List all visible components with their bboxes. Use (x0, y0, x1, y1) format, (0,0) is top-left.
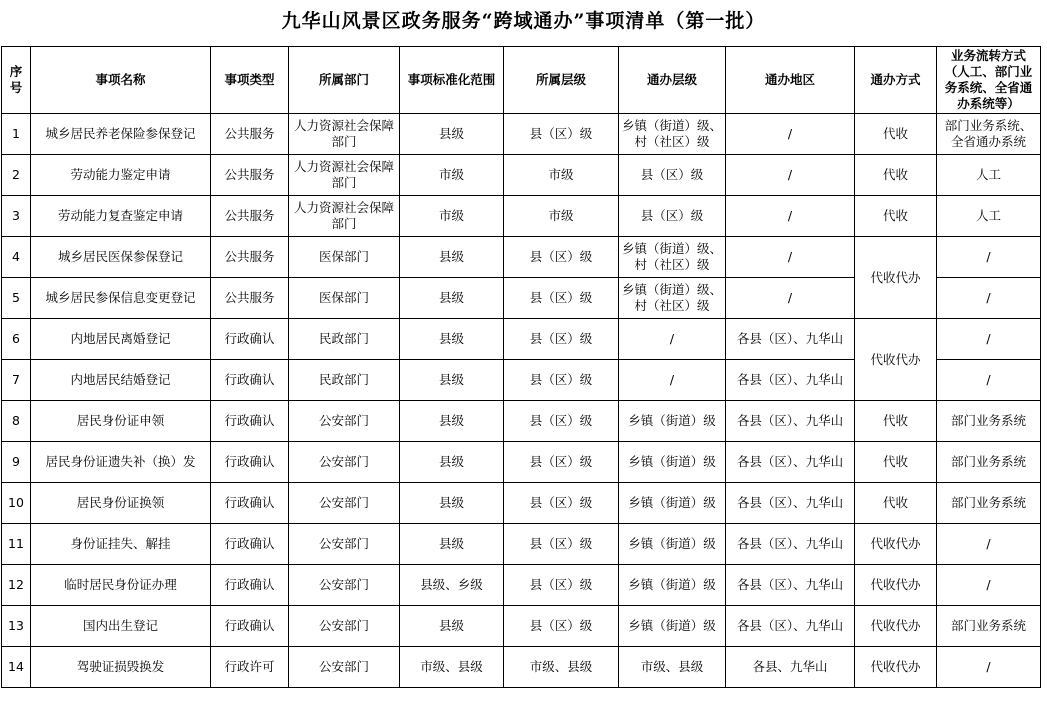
cell-dept: 人力资源社会保障部门 (289, 196, 400, 237)
cell-flow: 部门业务系统 (937, 401, 1041, 442)
header-flow: 业务流转方式（人工、部门业务系统、全省通办系统等） (937, 47, 1041, 114)
cell-dept: 公安部门 (289, 442, 400, 483)
cell-no: 3 (2, 196, 31, 237)
cell-tb-level: 乡镇（街道）级 (619, 483, 726, 524)
cell-dept: 医保部门 (289, 278, 400, 319)
cell-scope: 市级、县级 (400, 647, 504, 688)
cell-mode: 代收 (855, 483, 937, 524)
cell-name: 临时居民身份证办理 (31, 565, 211, 606)
cell-dept: 人力资源社会保障部门 (289, 114, 400, 155)
cell-flow: 部门业务系统 (937, 483, 1041, 524)
cell-area: / (726, 114, 855, 155)
cell-flow: / (937, 278, 1041, 319)
cell-type: 行政确认 (211, 483, 289, 524)
cell-scope: 县级 (400, 524, 504, 565)
cell-dept: 公安部门 (289, 565, 400, 606)
cell-scope: 县级 (400, 483, 504, 524)
cell-mode: 代收 (855, 401, 937, 442)
cell-mode: 代收 (855, 442, 937, 483)
table-row (2, 155, 1041, 196)
cell-mode: 代收 (855, 114, 937, 155)
header-tb-level: 通办层级 (619, 47, 726, 114)
cell-tb-level: 县（区）级 (619, 155, 726, 196)
cell-no: 6 (2, 319, 31, 360)
cell-mode: 代收代办 (855, 565, 937, 606)
cell-name: 劳动能力鉴定申请 (31, 155, 211, 196)
cell-scope: 县级、乡级 (400, 565, 504, 606)
header-dept: 所属部门 (289, 47, 400, 114)
cell-scope: 县级 (400, 360, 504, 401)
cell-type: 公共服务 (211, 237, 289, 278)
cell-name: 身份证挂失、解挂 (31, 524, 211, 565)
cell-tb-level: 乡镇（街道）级、村（社区）级 (619, 278, 726, 319)
cell-dept: 公安部门 (289, 524, 400, 565)
cell-scope: 市级 (400, 155, 504, 196)
cell-level: 县（区）级 (504, 319, 619, 360)
cell-dept: 医保部门 (289, 237, 400, 278)
header-scope: 事项标准化范围 (400, 47, 504, 114)
cell-tb-level: 市级、县级 (619, 647, 726, 688)
cell-flow: 部门业务系统、全省通办系统 (937, 114, 1041, 155)
cell-area: 各县（区）、九华山 (726, 319, 855, 360)
header-no: 序号 (2, 47, 31, 114)
cell-tb-level: 乡镇（街道）级、村（社区）级 (619, 237, 726, 278)
cell-dept: 人力资源社会保障部门 (289, 155, 400, 196)
items-table (1, 46, 1041, 688)
table-header-row (2, 47, 1041, 114)
cell-name: 驾驶证损毁换发 (31, 647, 211, 688)
cell-flow: / (937, 237, 1041, 278)
cell-flow: / (937, 360, 1041, 401)
cell-dept: 公安部门 (289, 647, 400, 688)
cell-tb-level: / (619, 319, 726, 360)
cell-level: 市级 (504, 196, 619, 237)
cell-area: 各县（区）、九华山 (726, 442, 855, 483)
cell-scope: 县级 (400, 319, 504, 360)
table-row (2, 114, 1041, 155)
cell-tb-level: 乡镇（街道）级 (619, 442, 726, 483)
table-row (2, 442, 1041, 483)
cell-scope: 县级 (400, 606, 504, 647)
cell-dept: 民政部门 (289, 319, 400, 360)
header-mode: 通办方式 (855, 47, 937, 114)
cell-area: 各县（区）、九华山 (726, 565, 855, 606)
cell-mode: 代收代办 (855, 647, 937, 688)
cell-name: 城乡居民参保信息变更登记 (31, 278, 211, 319)
header-type: 事项类型 (211, 47, 289, 114)
cell-tb-level: 乡镇（街道）级 (619, 565, 726, 606)
cell-level: 县（区）级 (504, 442, 619, 483)
table-row (2, 606, 1041, 647)
cell-level: 县（区）级 (504, 114, 619, 155)
cell-type: 公共服务 (211, 196, 289, 237)
cell-type: 公共服务 (211, 278, 289, 319)
cell-level: 市级、县级 (504, 647, 619, 688)
table-row (2, 401, 1041, 442)
cell-area: / (726, 155, 855, 196)
cell-area: 各县（区）、九华山 (726, 524, 855, 565)
cell-type: 行政确认 (211, 319, 289, 360)
cell-type: 行政许可 (211, 647, 289, 688)
cell-flow: 人工 (937, 196, 1041, 237)
table-row (2, 647, 1041, 688)
cell-tb-level: / (619, 360, 726, 401)
cell-area: 各县（区）、九华山 (726, 360, 855, 401)
cell-mode: 代收代办 (855, 606, 937, 647)
cell-name: 内地居民离婚登记 (31, 319, 211, 360)
cell-no: 5 (2, 278, 31, 319)
header-area: 通办地区 (726, 47, 855, 114)
cell-tb-level: 乡镇（街道）级 (619, 606, 726, 647)
cell-level: 县（区）级 (504, 278, 619, 319)
cell-level: 县（区）级 (504, 401, 619, 442)
cell-name: 劳动能力复查鉴定申请 (31, 196, 211, 237)
page-title: 九华山风景区政务服务“跨域通办”事项清单（第一批） (281, 10, 766, 32)
cell-no: 4 (2, 237, 31, 278)
cell-tb-level: 乡镇（街道）级 (619, 401, 726, 442)
cell-flow: / (937, 319, 1041, 360)
cell-no: 14 (2, 647, 31, 688)
cell-flow: 人工 (937, 155, 1041, 196)
cell-type: 行政确认 (211, 401, 289, 442)
cell-area: / (726, 196, 855, 237)
cell-name: 居民身份证换领 (31, 483, 211, 524)
cell-mode: 代收 (855, 196, 937, 237)
cell-no: 1 (2, 114, 31, 155)
cell-type: 行政确认 (211, 360, 289, 401)
table-row (2, 319, 1041, 360)
cell-scope: 县级 (400, 114, 504, 155)
cell-flow: 部门业务系统 (937, 606, 1041, 647)
cell-dept: 民政部门 (289, 360, 400, 401)
cell-level: 县（区）级 (504, 606, 619, 647)
cell-no: 2 (2, 155, 31, 196)
cell-scope: 县级 (400, 401, 504, 442)
cell-level: 县（区）级 (504, 565, 619, 606)
cell-mode: 代收代办 (855, 524, 937, 565)
cell-name: 居民身份证申领 (31, 401, 211, 442)
cell-scope: 县级 (400, 442, 504, 483)
cell-mode: 代收代办 (855, 237, 937, 319)
table-row (2, 237, 1041, 278)
cell-no: 11 (2, 524, 31, 565)
cell-flow: 部门业务系统 (937, 442, 1041, 483)
cell-flow: / (937, 524, 1041, 565)
cell-name: 内地居民结婚登记 (31, 360, 211, 401)
cell-dept: 公安部门 (289, 401, 400, 442)
cell-area: 各县（区）、九华山 (726, 483, 855, 524)
cell-level: 市级 (504, 155, 619, 196)
cell-dept: 公安部门 (289, 606, 400, 647)
table-row (2, 524, 1041, 565)
cell-mode: 代收 (855, 155, 937, 196)
cell-area: 各县（区）、九华山 (726, 401, 855, 442)
cell-level: 县（区）级 (504, 360, 619, 401)
cell-dept: 公安部门 (289, 483, 400, 524)
cell-no: 10 (2, 483, 31, 524)
cell-level: 县（区）级 (504, 524, 619, 565)
cell-tb-level: 乡镇（街道）级 (619, 524, 726, 565)
cell-area: / (726, 278, 855, 319)
cell-type: 公共服务 (211, 155, 289, 196)
cell-area: 各县（区）、九华山 (726, 606, 855, 647)
cell-mode: 代收代办 (855, 319, 937, 401)
table-row (2, 565, 1041, 606)
cell-no: 7 (2, 360, 31, 401)
cell-scope: 县级 (400, 278, 504, 319)
table-row (2, 483, 1041, 524)
cell-type: 公共服务 (211, 114, 289, 155)
cell-scope: 市级 (400, 196, 504, 237)
cell-no: 8 (2, 401, 31, 442)
table-row (2, 196, 1041, 237)
header-name: 事项名称 (31, 47, 211, 114)
header-level: 所属层级 (504, 47, 619, 114)
cell-type: 行政确认 (211, 606, 289, 647)
cell-name: 国内出生登记 (31, 606, 211, 647)
cell-scope: 县级 (400, 237, 504, 278)
cell-name: 城乡居民医保参保登记 (31, 237, 211, 278)
cell-flow: / (937, 647, 1041, 688)
cell-no: 12 (2, 565, 31, 606)
cell-area: 各县、九华山 (726, 647, 855, 688)
cell-no: 13 (2, 606, 31, 647)
cell-level: 县（区）级 (504, 237, 619, 278)
cell-name: 居民身份证遗失补（换）发 (31, 442, 211, 483)
cell-type: 行政确认 (211, 524, 289, 565)
cell-flow: / (937, 565, 1041, 606)
cell-name: 城乡居民养老保险参保登记 (31, 114, 211, 155)
cell-area: / (726, 237, 855, 278)
cell-type: 行政确认 (211, 565, 289, 606)
cell-tb-level: 乡镇（街道）级、村（社区）级 (619, 114, 726, 155)
cell-tb-level: 县（区）级 (619, 196, 726, 237)
cell-type: 行政确认 (211, 442, 289, 483)
cell-no: 9 (2, 442, 31, 483)
cell-level: 县（区）级 (504, 483, 619, 524)
